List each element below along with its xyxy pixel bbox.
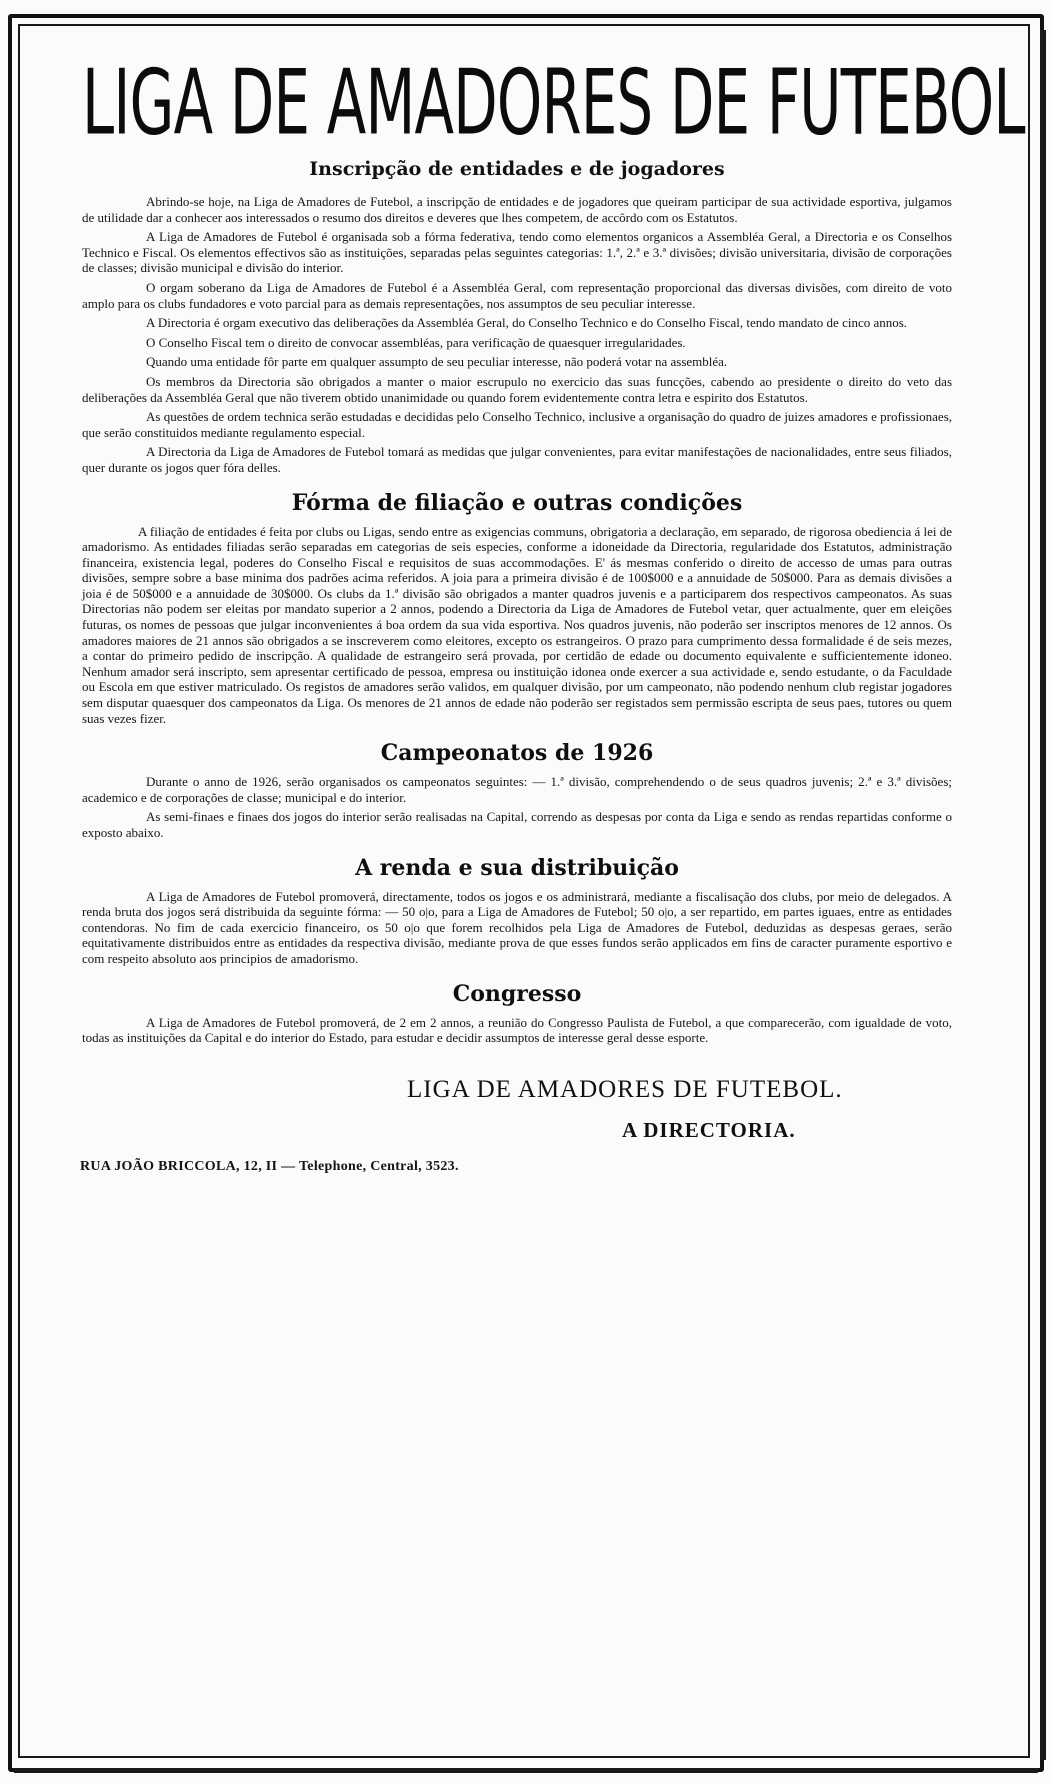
filiacao-paragraph: A filiação de entidades é feita por clubs ou Ligas, sendo entre as exigencias communs, obrigatoria a declaração, em separado, de rigorosa obediencia á lei de amadorismo. As entidades filiadas serão separadas em categorias de seis especies, conforme a idoneidade da Directoria, regularidade dos Estatutos, administração financeira, existencia legal, poderes do Conselho Fiscal e requisitos de suas accommodações. E' ás mesmas conferido o direito de accesso de umas para outras divisões, sempre sobre a base minima dos padrões acima referidos. A joia para a primeira divisão é de 100$000 e a annuidade de 50$000. Para as demais divisões a joia é de 50$000 e a annuidade de 30$000. Os clubs da 1.ª divisão são obrigados a manter quadros juvenis e a participarem dos respectivos campeonatos. As suas Directorias não podem ser eleitas por mandato superior a 2 annos, podendo a Directoria da Liga de Amadores de Futebol vetar, quer actualmente, quer em eleições futuras, os nomes de pessoas que julgar inconvenientes á boa ordem da sua vida esportiva. Nos quadros juvenis, não poderão ser inscriptos menores de 12 annos. Os amadores maiores de 21 annos são obrigados a se inscreverem como eleitores, excepto os estrangeiros. O prazo para cumprimento dessa formalidade é de seis mezes, a contar do primeiro pedido de inscripção. A qualidade de estrangeiro será provada, por certidão de edade ou documento equivalente e sufficientemente idoneo. Nenhum amador será inscripto, sem apresentar certificado de pessoa, empresa ou instituição idonea onde exercer a sua actividade e, sendo estudante, o da Faculdade ou Escola em que estiver matriculado. Os registos de amadores serão validos, em qualquer divisão, por um campeonato, não podendo nenhum club registar jogadores sem disputar quaesquer dos campeonatos da Liga. Os menores de 21 annos de edade não poderão ser registados sem permissão escripta de seus paes, tutores ou quem suas vezes fizer. xyxy=(82,523,952,726)
filiacao-section xyxy=(82,490,952,727)
intro-paragraph: O Conselho Fiscal tem o direito de convocar assembléas, para verificação de quaesquer irregularidades. xyxy=(146,334,686,350)
intro-section xyxy=(82,194,952,476)
masthead-title: LIGA DE AMADORES DE FUTEBOL xyxy=(82,50,1025,156)
intro-paragraph: Quando uma entidade fôr parte em qualquer assumpto de seu peculiar interesse, não poderá votar na assembléa. xyxy=(146,354,728,370)
footer-address: RUA JOÃO BRICCOLA, 12, II — Telephone, Central, 3523. xyxy=(80,1158,459,1174)
section-heading-campeonatos: Campeonatos de 1926 xyxy=(380,740,654,767)
subtitle: Inscripção de entidades e de jogadores xyxy=(309,158,725,180)
bottom-border-rail xyxy=(14,1768,1038,1773)
intro-paragraph: Abrindo-se hoje, na Liga de Amadores de Futebol, a inscripção de entidades e de jogadores que queiram participar de sua actividade esportiva, julgamos de utilidade dar a conhecer aos interessados o resumo dos direitos e deveres que lhes competem, de accôrdo com os Estatutos. xyxy=(82,194,952,225)
congresso-section xyxy=(82,981,952,1046)
section-heading-congresso: Congresso xyxy=(452,980,582,1007)
signature-organization: LIGA DE AMADORES DE FUTEBOL. xyxy=(407,1075,843,1103)
campeonatos-paragraph: Durante o anno de 1926, serão organisados os campeonatos seguintes: — 1.ª divisão, comprehendendo o de seus quadros juvenis; 2.ª e 3.ª divisões; academico e de corporações de classe; municipal e do interior. xyxy=(82,774,952,805)
intro-paragraph: O orgam soberano da Liga de Amadores de Futebol é a Assembléa Geral, com representação proporcional das diversas divisões, com direito de voto amplo para os clubs fundadores e voto parcial para as demais representações, nos assumptos de seu peculiar interesse. xyxy=(82,279,952,311)
signature-directory: A DIRECTORIA. xyxy=(622,1117,796,1142)
section-heading-renda: A renda e sua distribuição xyxy=(355,854,679,881)
section-heading-filiacao: Fórma de filiação e outras condições xyxy=(291,489,743,516)
intro-paragraph: A Directoria é orgam executivo das deliberações da Assembléa Geral, do Conselho Technico e do Conselho Fiscal, tendo mandato de cinco annos. xyxy=(146,315,908,331)
renda-paragraph: A Liga de Amadores de Futebol promoverá, directamente, todos os jogos e os administrará, mediante a fiscalisação dos clubs, por meio de delegados. A renda bruta dos jogos será distribuida da seguinte fórma: — 50 o|o, para a Liga de Amadores de Futebol; 50 o|o, a ser repartido, em partes iguaes, entre as entidades contendoras. No fim de cada exercicio financeiro, os 50 o|o que forem recolhidos pela Liga de Amadores de Futebol, deduzidas as despesas geraes, serão equitativamente distribuidos entre as entidades da respectiva divisão, mediante prova de que esses fundos serão applicados em fins de caracter puramente esportivo e com respeito absoluto aos principios de amadorismo. xyxy=(82,888,952,966)
congresso-paragraph: A Liga de Amadores de Futebol promoverá, de 2 em 2 annos, a reunião do Congresso Paulista de Futebol, a que comparecerão, com igualdade de voto, todas as instituições da Capital e do interior do Estado, para estudar e decidir assumptos de interesse geral desse esporte. xyxy=(82,1014,952,1046)
intro-paragraph: Os membros da Directoria são obrigados a manter o maior escrupulo no exercicio das suas funcções, cabendo ao presidente o direito do veto das deliberações da Assembléa Geral que não tiverem obtido unanimidade ou quando forem evidentemente contra letra e espirito dos Estatutos. xyxy=(82,373,952,405)
right-border-rail xyxy=(1040,30,1046,1760)
announcement-body xyxy=(80,50,1025,1748)
renda-section xyxy=(82,855,952,967)
intro-paragraph: A Directoria da Liga de Amadores de Futebol tomará as medidas que julgar convenientes, para evitar manifestações de nacionalidades, entre seus filiados, quer durante os jogos quer fóra delles. xyxy=(82,444,952,475)
intro-paragraph: As questões de ordem technica serão estudadas e decididas pelo Conselho Technico, inclusive a organisação do quadro de juizes amadores e profissionaes, que serão constituidos mediante regulamento especial. xyxy=(82,409,952,440)
campeonatos-section xyxy=(82,740,952,840)
intro-paragraph: A Liga de Amadores de Futebol é organisada sob a fórma federativa, tendo como elementos organicos a Assembléa Geral, a Directoria e os Conselhos Technico e Fiscal. Os elementos effectivos são as instituições, separadas pelas seguintes categorias: 1.ª, 2.ª e 3.ª divisões; divisão universitaria, divisão de corporações de classes; divisão municipal e divisão do interior. xyxy=(82,229,952,276)
campeonatos-paragraph: As semi-finaes e finaes dos jogos do interior serão realisadas na Capital, correndo as despesas por conta da Liga e sendo as rendas repartidas conforme o exposto abaixo. xyxy=(82,809,952,840)
